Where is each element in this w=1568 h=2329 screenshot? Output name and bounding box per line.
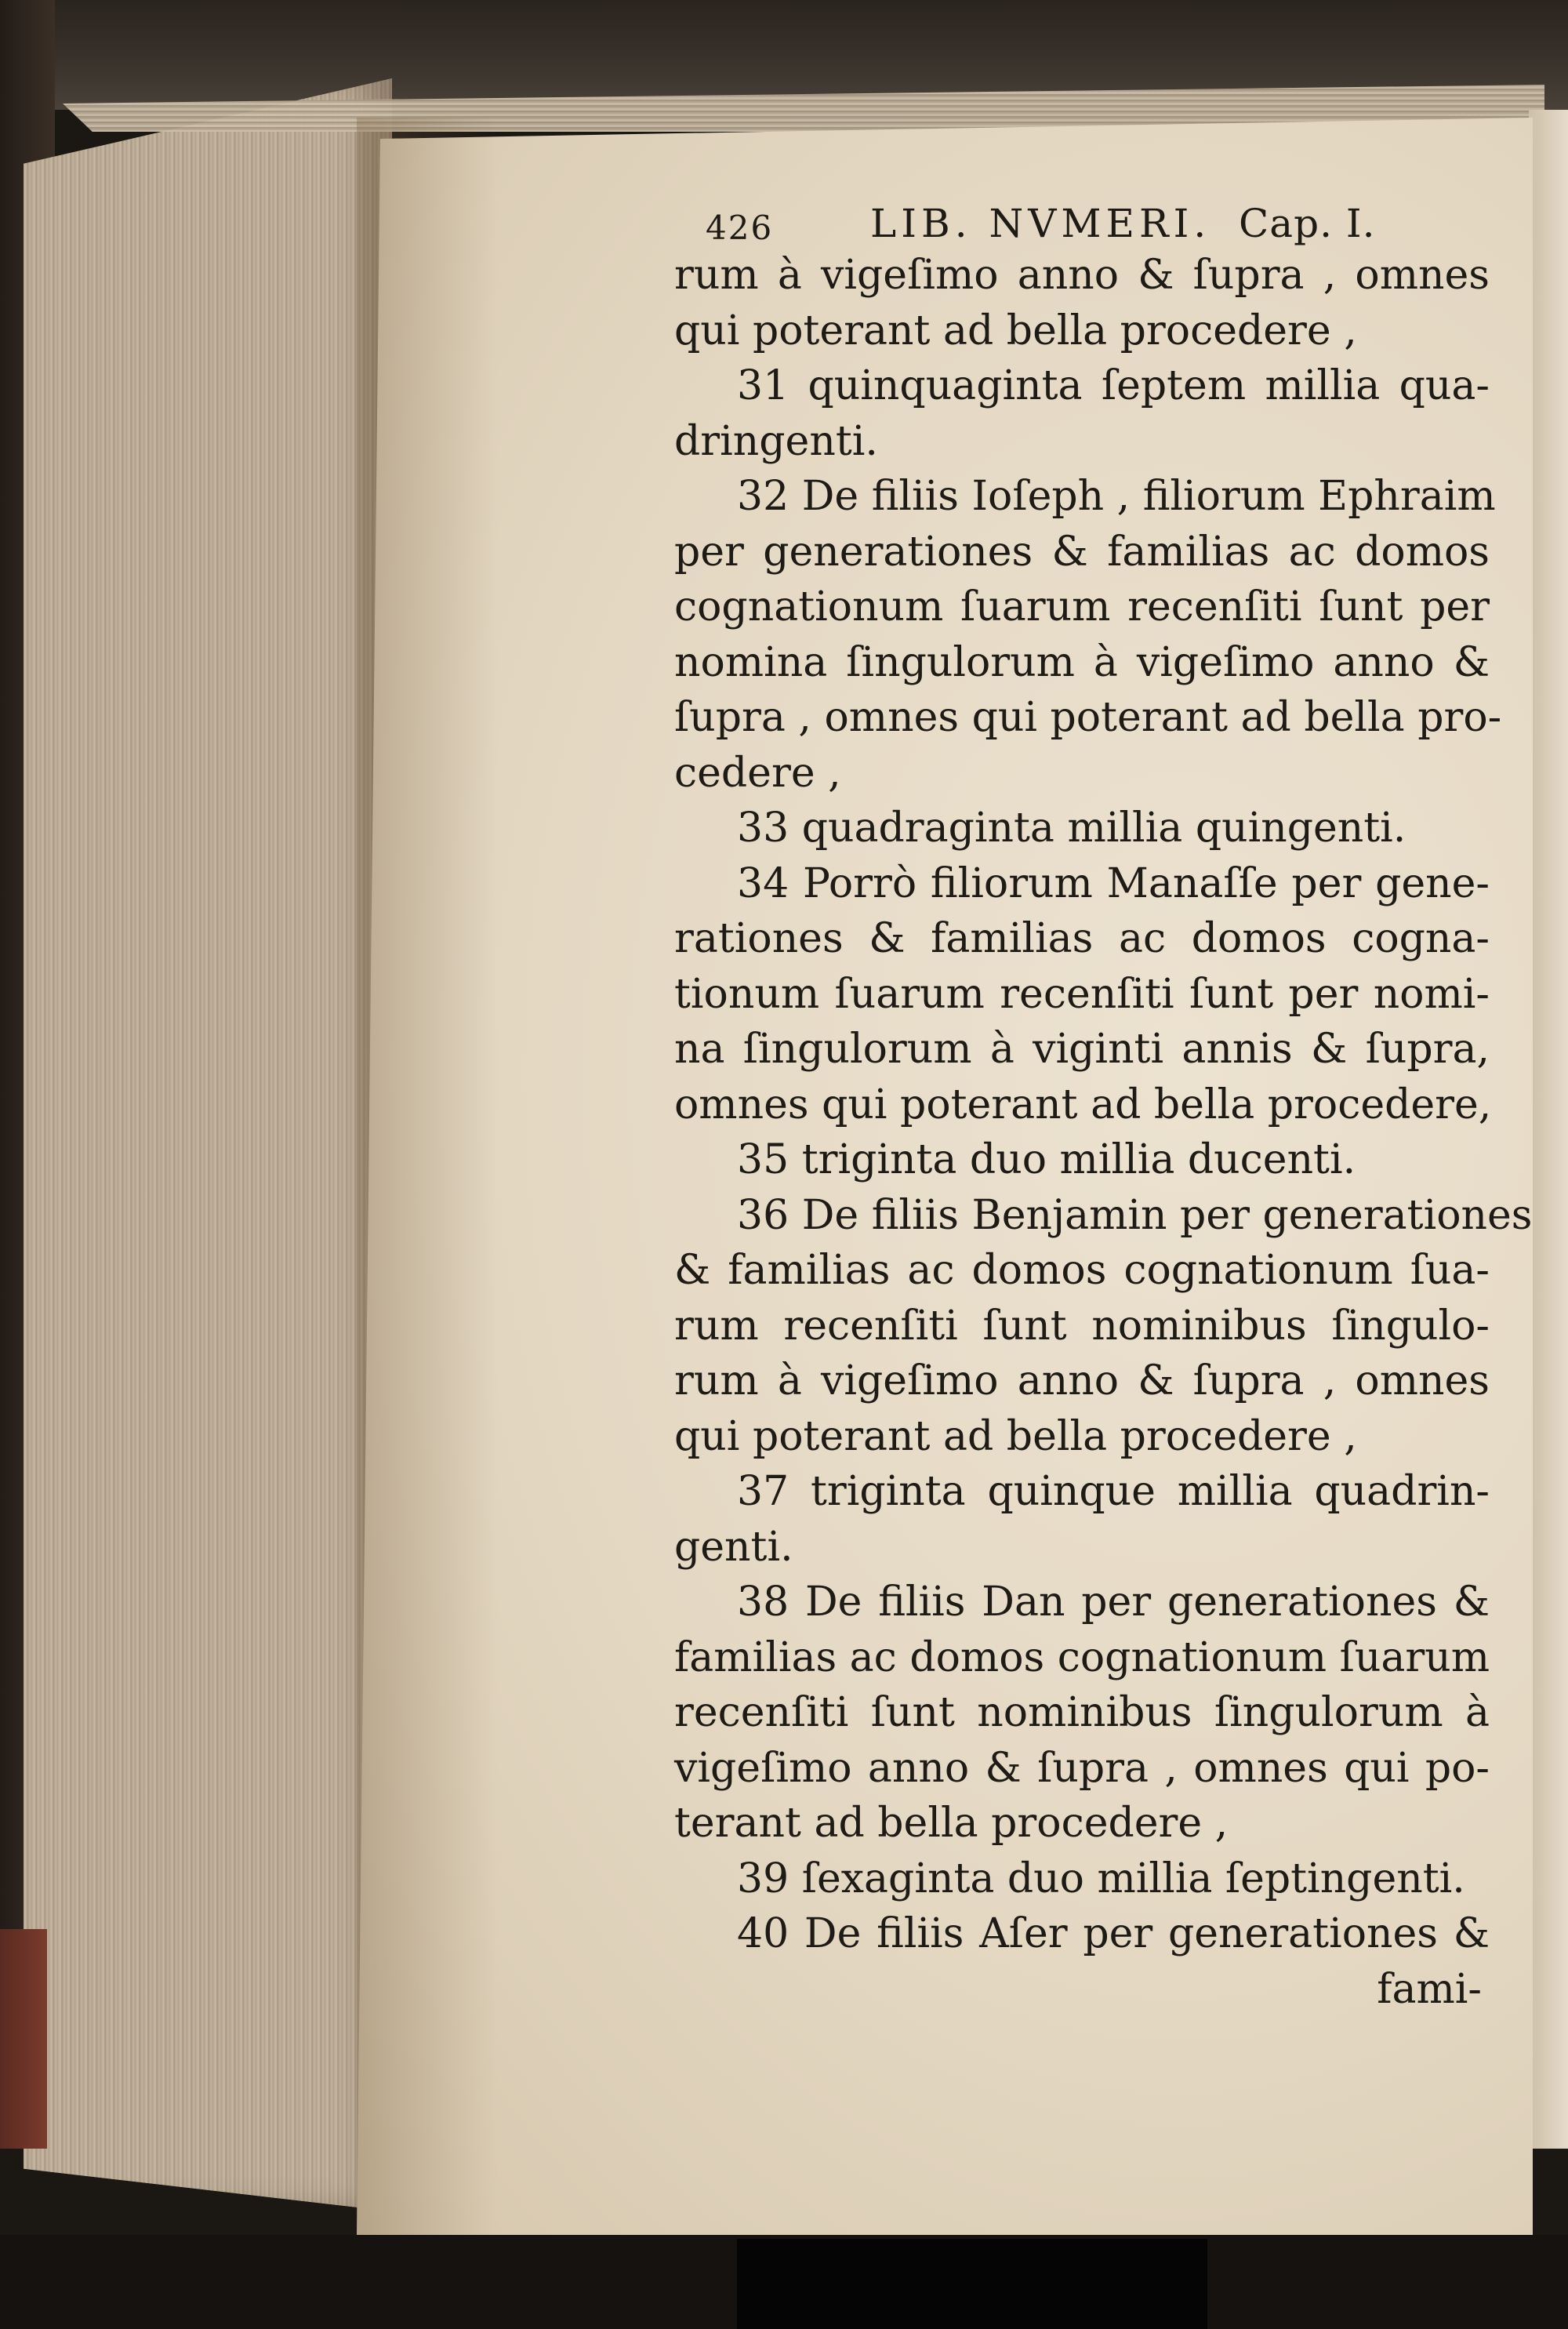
text-line: tionum ſuarum recenſiti ſunt per nomi-	[674, 970, 1490, 1018]
text-line: 37 triginta quinque millia quadrin-	[737, 1468, 1490, 1515]
text-line: 31 quinquaginta ſeptem millia qua-	[737, 362, 1490, 409]
text-line: terant ad bella procedere ,	[674, 1800, 1229, 1847]
text-line: dringenti.	[674, 417, 878, 465]
book-edge-stain	[0, 1929, 47, 2149]
text-line: rum recenſiti ſunt nominibus ſingulo-	[674, 1302, 1490, 1350]
text-line: & familias ac domos cognationum ſua-	[674, 1247, 1490, 1294]
text-line: recenſiti ſunt nominibus ſingulorum à	[674, 1689, 1490, 1736]
text-line: 38 De filiis Dan per generationes &	[737, 1579, 1490, 1626]
text-line: genti.	[674, 1523, 793, 1571]
text-line: 36 De filiis Benjamin per generationes	[737, 1191, 1533, 1239]
running-title: LIB. NVMERI.	[870, 201, 1211, 246]
page-edges-stack	[24, 78, 392, 2211]
text-line: 34 Porrò filiorum Manaſſe per gene-	[737, 859, 1490, 907]
text-line: nomina ſingulorum à vigeſimo anno &	[674, 638, 1490, 686]
text-line: omnes qui poterant ad bella procedere,	[674, 1081, 1492, 1128]
body-text	[674, 248, 1533, 1962]
page-number: 426	[706, 209, 774, 247]
text-line: rationes & familias ac domos cogna-	[674, 915, 1490, 962]
text-line: 32 De filiis Ioſeph , filiorum Ephraim	[737, 473, 1496, 520]
text-line: cognationum ſuarum recenſiti ſunt per	[674, 583, 1490, 630]
running-header	[674, 196, 1490, 248]
text-line: 40 De filiis Aſer per generationes &	[737, 1910, 1490, 1957]
chapter-label: Cap. I.	[1239, 201, 1376, 246]
text-line: qui poterant ad bella procedere ,	[674, 307, 1357, 354]
text-block	[674, 196, 1533, 2017]
text-line: familias ac domos cognationum ſuarum	[674, 1633, 1490, 1681]
text-line: 33 quadraginta millia quingenti.	[737, 805, 1406, 852]
text-line: per generationes & familias ac domos	[674, 528, 1490, 576]
text-line: cedere ,	[674, 749, 841, 797]
facing-page-edge	[1529, 110, 1568, 2149]
bottom-shadow-bar	[737, 2239, 1207, 2329]
text-line: ſupra , omnes qui poterant ad bella pro-	[674, 694, 1502, 741]
text-line: 35 triginta duo millia ducenti.	[737, 1136, 1356, 1183]
text-line: vigeſimo anno & ſupra , omnes qui po-	[674, 1744, 1490, 1792]
text-line: rum à vigeſimo anno & ſupra , omnes	[674, 1357, 1490, 1404]
text-line: rum à vigeſimo anno & ſupra , omnes	[674, 252, 1490, 299]
catchword: fami-	[1377, 1965, 1482, 2013]
text-line: na ſingulorum à viginti annis & ſupra,	[674, 1026, 1490, 1073]
text-line: 39 ſexaginta duo millia ſeptingenti.	[737, 1855, 1465, 1902]
text-line: qui poterant ad bella procedere ,	[674, 1412, 1357, 1460]
